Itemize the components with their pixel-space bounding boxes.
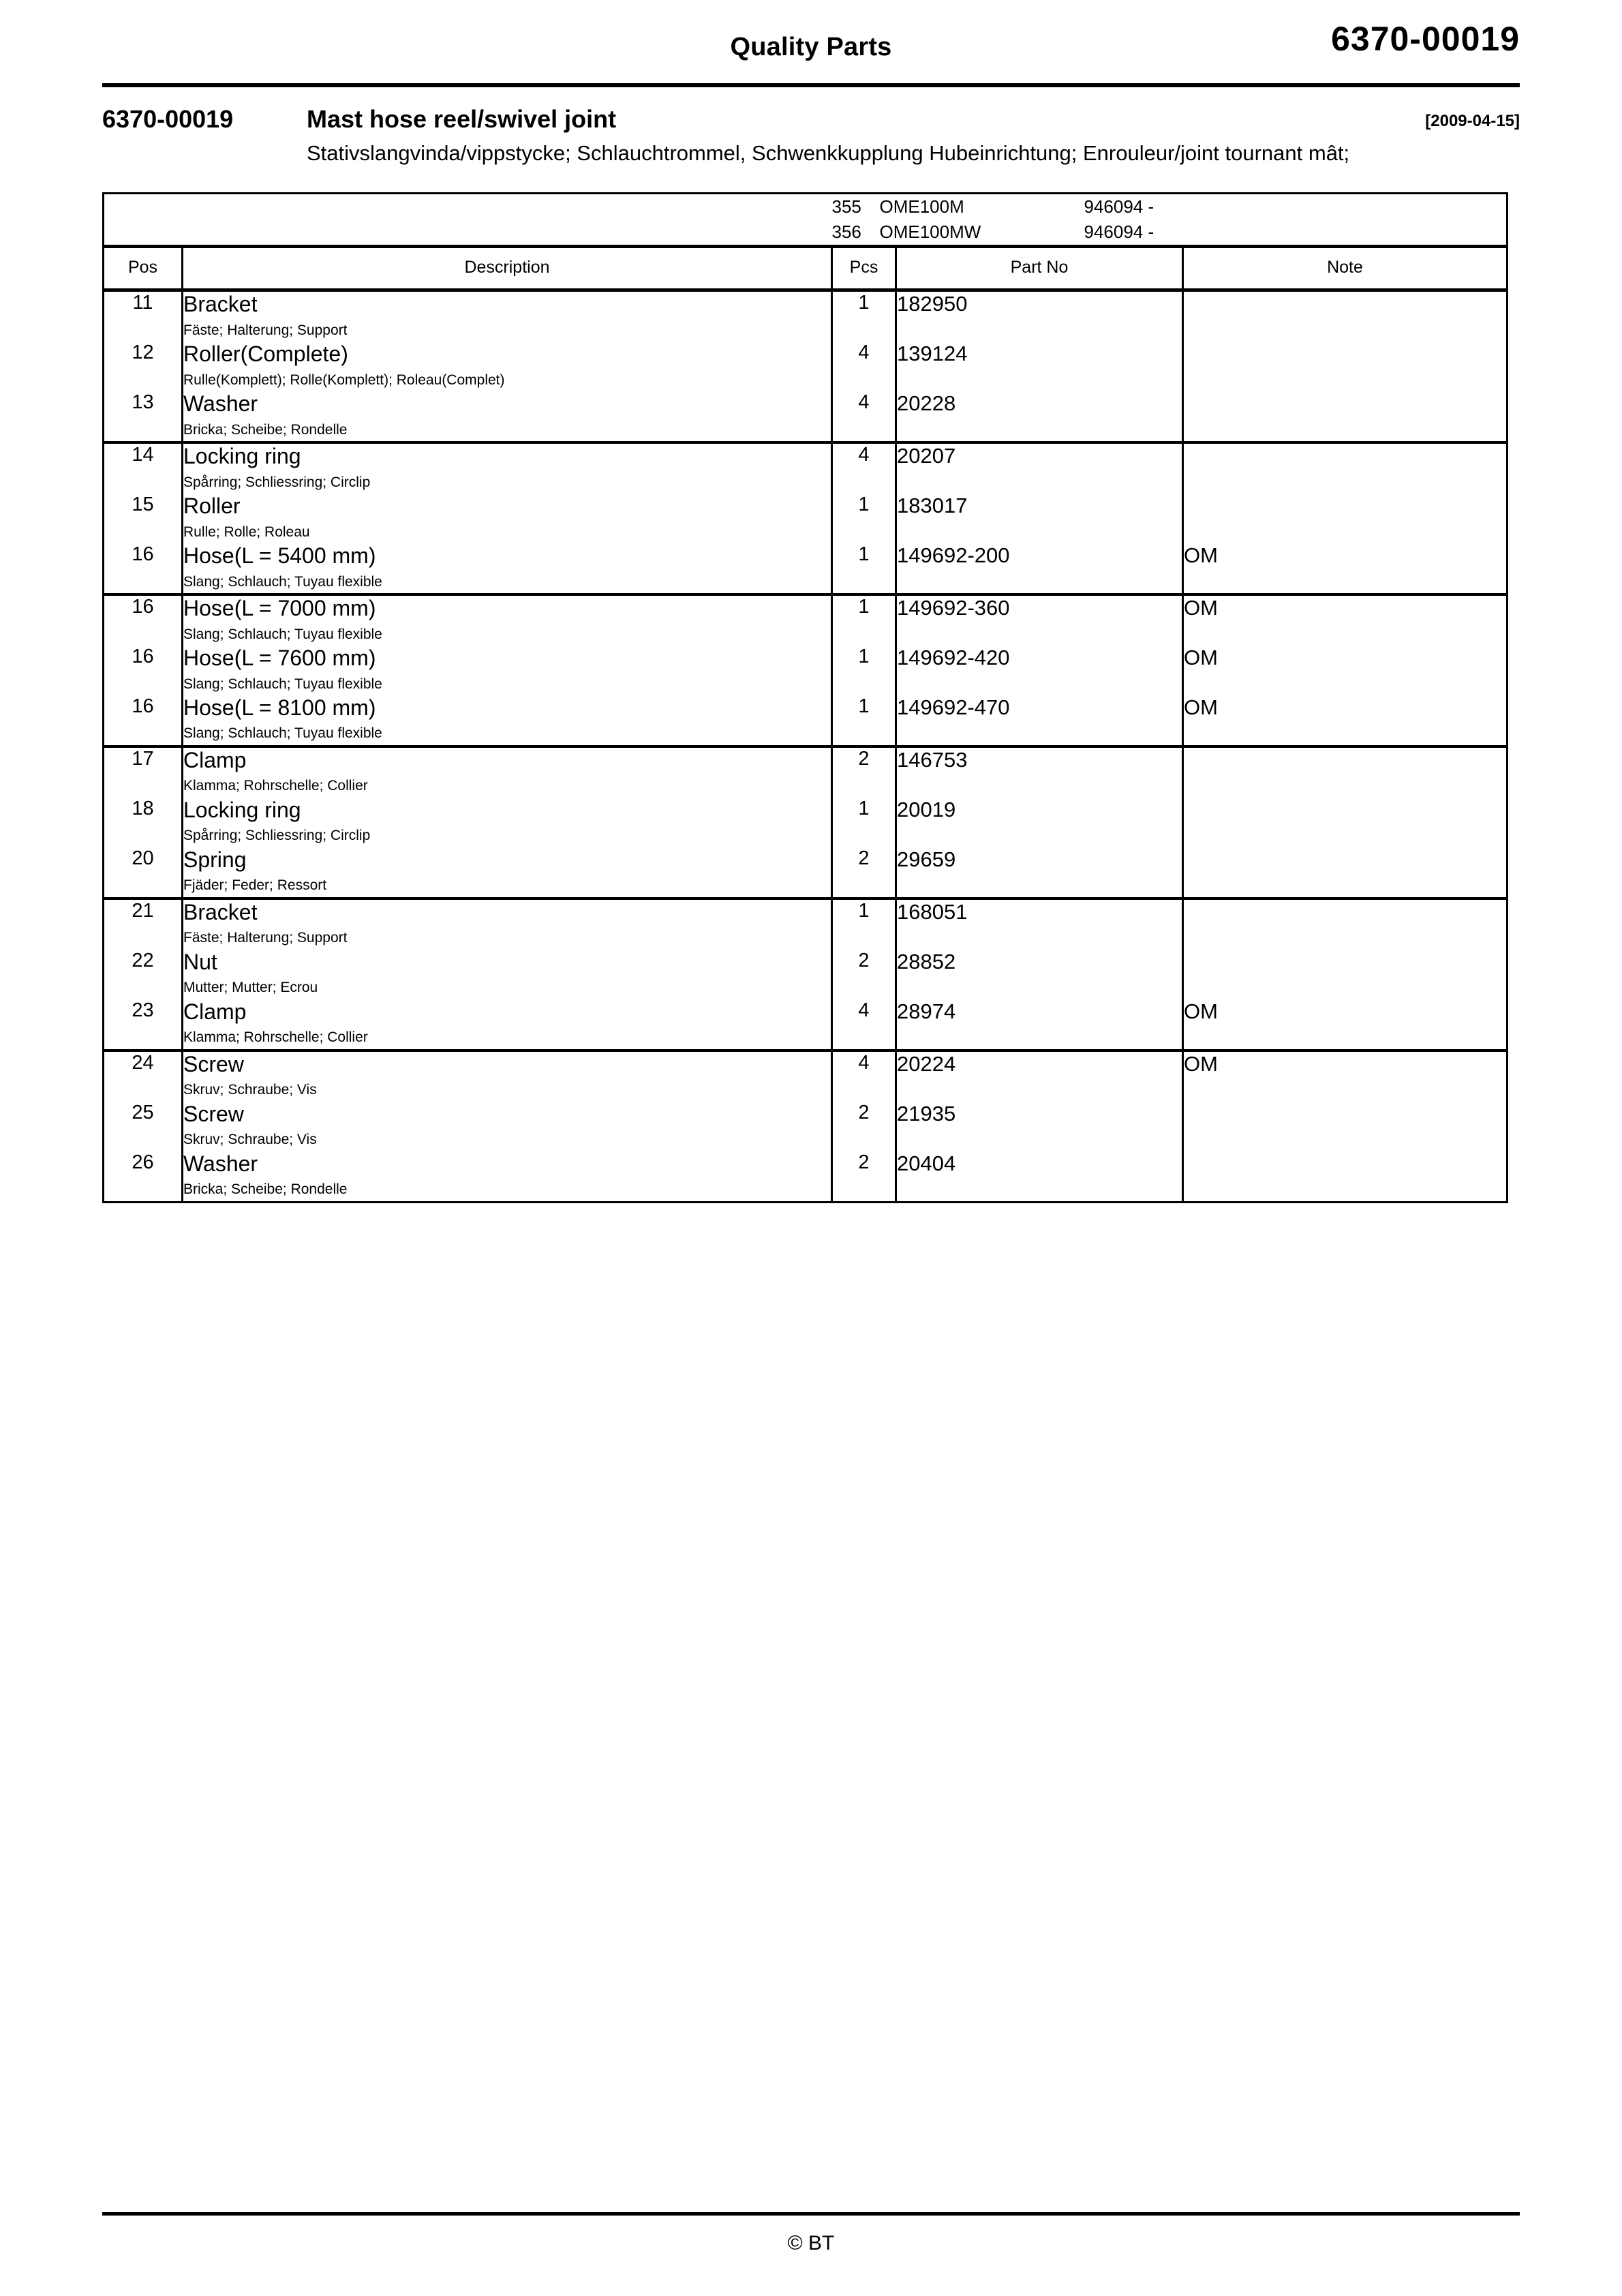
cell-note: OM bbox=[1183, 1051, 1508, 1102]
table-row bbox=[104, 442, 1508, 494]
description-primary: Clamp bbox=[183, 747, 247, 772]
cell-description bbox=[183, 798, 832, 847]
cell-part-number: 28974 bbox=[896, 999, 1183, 1051]
description-translations: Spårring; Schliessring; Circlip bbox=[183, 828, 371, 844]
cell-quantity: 1 bbox=[832, 695, 896, 746]
cell-position: 20 bbox=[104, 847, 183, 898]
column-header-pcs: Pcs bbox=[832, 246, 896, 290]
page-header bbox=[102, 0, 1520, 83]
table-row bbox=[104, 999, 1508, 1051]
cell-quantity: 1 bbox=[832, 290, 896, 341]
cell-note: OM bbox=[1183, 543, 1508, 594]
cell-position: 15 bbox=[132, 493, 154, 515]
cell-part-number: 146753 bbox=[896, 746, 1183, 798]
cell-quantity: 2 bbox=[832, 1102, 896, 1151]
description-translations: Skruv; Schraube; Vis bbox=[183, 1082, 317, 1098]
cell-note bbox=[1183, 494, 1508, 543]
cell-quantity: 1 bbox=[832, 646, 896, 695]
cell-quantity: 1 bbox=[832, 594, 896, 646]
model-number: 355 bbox=[831, 196, 861, 217]
cell-description bbox=[183, 594, 832, 646]
table-column-headers bbox=[104, 246, 1508, 290]
cell-note bbox=[1183, 442, 1508, 494]
cell-description bbox=[183, 999, 832, 1051]
cell-position: 14 bbox=[132, 443, 154, 466]
cell-note: OM bbox=[1183, 999, 1508, 1051]
description-primary: Hose(L = 5400 mm) bbox=[183, 543, 376, 568]
model-applicability-band bbox=[104, 194, 1508, 247]
model-entry bbox=[832, 194, 1507, 220]
table-row bbox=[104, 695, 1508, 746]
cell-quantity: 4 bbox=[832, 999, 896, 1051]
table-row bbox=[104, 1102, 1508, 1151]
cell-note: OM bbox=[1183, 646, 1508, 695]
cell-position: 17 bbox=[132, 747, 154, 770]
cell-note: OM bbox=[1183, 594, 1508, 646]
cell-position: 12 bbox=[132, 341, 154, 363]
description-primary: Screw bbox=[183, 1051, 244, 1076]
description-primary: Hose(L = 7000 mm) bbox=[183, 595, 376, 620]
cell-position: 16 bbox=[104, 695, 183, 746]
cell-part-number: 29659 bbox=[896, 847, 1183, 898]
catalog-brand-title: Quality Parts bbox=[730, 33, 892, 61]
description-primary: Roller bbox=[183, 493, 241, 518]
description-translations: Fäste; Halterung; Support bbox=[183, 322, 348, 338]
cell-quantity: 2 bbox=[832, 950, 896, 999]
cell-note bbox=[1183, 391, 1508, 442]
cell-description bbox=[183, 543, 832, 594]
cell-position: 16 bbox=[132, 645, 154, 667]
cell-description bbox=[183, 442, 832, 494]
description-translations: Bricka; Scheibe; Rondelle bbox=[183, 1181, 348, 1198]
assembly-title: Mast hose reel/swivel joint bbox=[307, 105, 617, 133]
cell-position: 16 bbox=[104, 543, 183, 594]
cell-part-number: 139124 bbox=[896, 342, 1183, 391]
column-header-note: Note bbox=[1183, 246, 1508, 290]
table-row bbox=[104, 746, 1508, 798]
cell-part-number: 20019 bbox=[896, 798, 1183, 847]
cell-description bbox=[183, 746, 832, 798]
cell-note bbox=[1183, 1151, 1508, 1202]
cell-quantity: 1 bbox=[832, 798, 896, 847]
model-name: OME100MW bbox=[879, 221, 981, 242]
cell-note bbox=[1183, 798, 1508, 847]
description-translations: Fäste; Halterung; Support bbox=[183, 930, 348, 946]
cell-part-number: 183017 bbox=[896, 494, 1183, 543]
table-row bbox=[104, 391, 1508, 442]
table-row bbox=[104, 494, 1508, 543]
description-primary: Locking ring bbox=[183, 443, 301, 468]
description-primary: Hose(L = 7600 mm) bbox=[183, 645, 376, 670]
description-primary: Locking ring bbox=[183, 797, 301, 822]
description-primary: Nut bbox=[183, 949, 217, 974]
cell-part-number: 149692-470 bbox=[896, 695, 1183, 746]
cell-position: 13 bbox=[104, 391, 183, 442]
cell-description bbox=[183, 1102, 832, 1151]
cell-part-number: 20207 bbox=[896, 442, 1183, 494]
cell-part-number: 21935 bbox=[896, 1102, 1183, 1151]
cell-description bbox=[183, 290, 832, 341]
table-row bbox=[104, 847, 1508, 898]
description-translations: Slang; Schlauch; Tuyau flexible bbox=[183, 676, 382, 692]
cell-position: 21 bbox=[132, 899, 154, 922]
description-primary: Bracket bbox=[183, 899, 258, 924]
description-primary: Roller(Complete) bbox=[183, 341, 348, 366]
description-translations: Rulle(Komplett); Rolle(Komplett); Roleau(Complet) bbox=[183, 372, 505, 388]
cell-quantity: 1 bbox=[832, 898, 896, 950]
cell-position: 24 bbox=[132, 1051, 154, 1074]
column-header-pos: Pos bbox=[104, 246, 183, 290]
table-row bbox=[104, 798, 1508, 847]
description-translations: Klamma; Rohrschelle; Collier bbox=[183, 1029, 368, 1046]
column-header-part-no: Part No bbox=[896, 246, 1183, 290]
copyright-notice: © BT bbox=[787, 2232, 835, 2254]
description-translations: Skruv; Schraube; Vis bbox=[183, 1132, 317, 1148]
cell-note bbox=[1183, 342, 1508, 391]
cell-part-number: 149692-420 bbox=[896, 646, 1183, 695]
description-primary: Washer bbox=[183, 391, 258, 416]
model-list bbox=[832, 194, 1508, 247]
table-row bbox=[104, 950, 1508, 999]
model-serial-range: 946094 - bbox=[1084, 196, 1154, 217]
description-translations: Fjäder; Feder; Ressort bbox=[183, 877, 327, 894]
parts-table bbox=[102, 192, 1508, 1203]
cell-position: 18 bbox=[132, 797, 154, 819]
description-translations: Slang; Schlauch; Tuyau flexible bbox=[183, 573, 382, 590]
cell-quantity: 2 bbox=[832, 847, 896, 898]
cell-position: 23 bbox=[104, 999, 183, 1051]
cell-part-number: 149692-200 bbox=[896, 543, 1183, 594]
description-translations: Mutter; Mutter; Ecrou bbox=[183, 980, 318, 996]
table-row bbox=[104, 646, 1508, 695]
description-primary: Clamp bbox=[183, 999, 247, 1024]
cell-quantity: 4 bbox=[832, 342, 896, 391]
table-row bbox=[104, 290, 1508, 341]
cell-part-number: 20224 bbox=[896, 1051, 1183, 1102]
cell-position: 26 bbox=[132, 1151, 154, 1173]
cell-part-number: 20228 bbox=[896, 391, 1183, 442]
description-primary: Bracket bbox=[183, 291, 258, 316]
cell-part-number: 20404 bbox=[896, 1151, 1183, 1202]
cell-description bbox=[183, 695, 832, 746]
model-serial-range: 946094 - bbox=[1084, 221, 1154, 242]
table-row bbox=[104, 898, 1508, 950]
model-band-empty-left bbox=[104, 194, 832, 247]
cell-description bbox=[183, 847, 832, 898]
cell-description bbox=[183, 1151, 832, 1202]
cell-quantity: 4 bbox=[832, 391, 896, 442]
table-row bbox=[104, 342, 1508, 391]
revision-date: [2009-04-15] bbox=[1425, 112, 1520, 130]
page-footer bbox=[102, 2212, 1520, 2255]
cell-part-number: 182950 bbox=[896, 290, 1183, 341]
cell-quantity: 4 bbox=[832, 442, 896, 494]
cell-position: 22 bbox=[132, 949, 154, 971]
cell-quantity: 1 bbox=[832, 543, 896, 594]
model-number: 356 bbox=[831, 221, 861, 242]
table-row bbox=[104, 1151, 1508, 1202]
cell-quantity: 1 bbox=[832, 494, 896, 543]
description-translations: Klamma; Rohrschelle; Collier bbox=[183, 778, 368, 794]
assembly-code: 6370-00019 bbox=[102, 105, 234, 133]
table-row bbox=[104, 1051, 1508, 1102]
cell-position: 11 bbox=[132, 291, 153, 314]
column-header-description: Description bbox=[183, 246, 832, 290]
cell-note bbox=[1183, 290, 1508, 341]
cell-note bbox=[1183, 1102, 1508, 1151]
description-primary: Washer bbox=[183, 1151, 258, 1176]
cell-note bbox=[1183, 950, 1508, 999]
document-number: 6370-00019 bbox=[1331, 20, 1520, 58]
cell-part-number: 149692-360 bbox=[896, 594, 1183, 646]
cell-description bbox=[183, 342, 832, 391]
assembly-subtitle-translations: Stativslangvinda/vippstycke; Schlauchtrommel, Schwenkkupplung Hubeinrichtung; Enrouleur/joint tournant mât; bbox=[307, 141, 1350, 166]
cell-description bbox=[183, 494, 832, 543]
cell-position: 16 bbox=[132, 595, 154, 618]
title-block bbox=[102, 87, 1520, 175]
cell-description bbox=[183, 950, 832, 999]
table-row bbox=[104, 594, 1508, 646]
cell-note: OM bbox=[1183, 695, 1508, 746]
cell-note bbox=[1183, 898, 1508, 950]
cell-part-number: 168051 bbox=[896, 898, 1183, 950]
description-primary: Screw bbox=[183, 1101, 244, 1126]
cell-quantity: 2 bbox=[832, 746, 896, 798]
model-name: OME100M bbox=[879, 196, 964, 217]
cell-description bbox=[183, 898, 832, 950]
description-translations: Rulle; Rolle; Roleau bbox=[183, 524, 310, 540]
cell-quantity: 4 bbox=[832, 1051, 896, 1102]
description-primary: Hose(L = 8100 mm) bbox=[183, 695, 376, 720]
model-entry bbox=[832, 220, 1507, 245]
table-row bbox=[104, 543, 1508, 594]
cell-description bbox=[183, 646, 832, 695]
description-translations: Spårring; Schliessring; Circlip bbox=[183, 474, 371, 490]
description-primary: Spring bbox=[183, 847, 247, 872]
title-row bbox=[102, 105, 1520, 134]
description-translations: Slang; Schlauch; Tuyau flexible bbox=[183, 725, 382, 742]
description-translations: Slang; Schlauch; Tuyau flexible bbox=[183, 626, 382, 642]
cell-quantity: 2 bbox=[832, 1151, 896, 1202]
cell-description bbox=[183, 391, 832, 442]
cell-note bbox=[1183, 847, 1508, 898]
cell-note bbox=[1183, 746, 1508, 798]
description-translations: Bricka; Scheibe; Rondelle bbox=[183, 421, 348, 438]
cell-description bbox=[183, 1051, 832, 1102]
cell-position: 25 bbox=[132, 1101, 154, 1123]
cell-part-number: 28852 bbox=[896, 950, 1183, 999]
